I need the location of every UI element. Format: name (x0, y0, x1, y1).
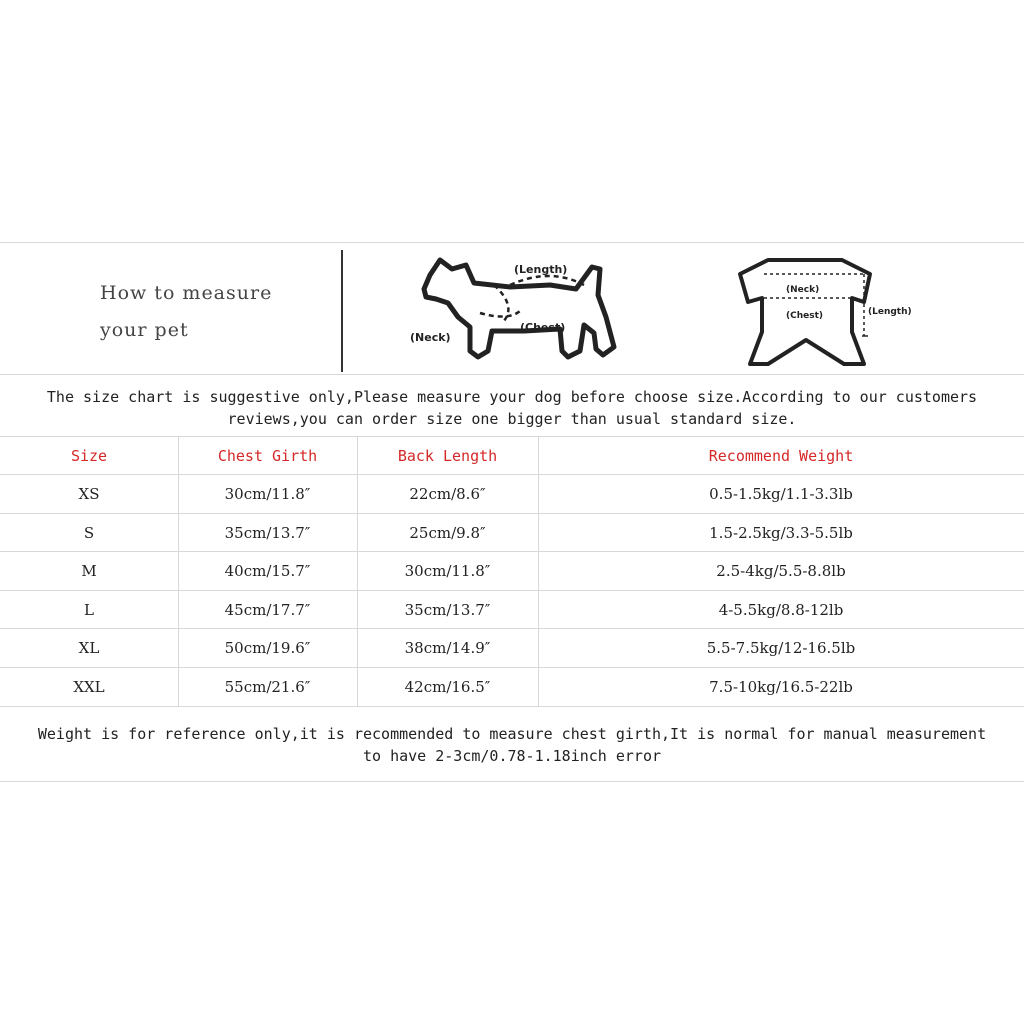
howto-title-line2: your pet (100, 319, 189, 341)
footer-note-line2: to have 2-3cm/0.78-1.18inch error (362, 747, 661, 765)
dog-measure-illustration (400, 255, 630, 370)
cell-size: XS (78, 485, 100, 503)
shirt-neck-label: (Neck) (786, 285, 820, 295)
dog-length-label: (Length) (514, 263, 568, 276)
cell-length: 35cm/13.7″ (404, 601, 491, 619)
header-bottom-border (0, 374, 1024, 375)
header-divider (341, 250, 343, 372)
table-bottom-border (0, 706, 1024, 707)
row-border (0, 667, 1024, 668)
header-recommend-weight: Recommend Weight (708, 447, 854, 465)
footer-note-line1: Weight is for reference only,it is recommended to measure chest girth,It is normal for manual measurement (37, 725, 987, 743)
row-border (0, 474, 1024, 475)
cell-size: S (83, 524, 95, 542)
cell-chest: 55cm/21.6″ (224, 678, 311, 696)
cell-chest: 40cm/15.7″ (224, 562, 311, 580)
shirt-length-label: (Length) (868, 307, 912, 317)
cell-weight: 5.5-7.5kg/12-16.5lb (706, 639, 856, 657)
bottom-border (0, 781, 1024, 782)
cell-length: 42cm/16.5″ (404, 678, 491, 696)
howto-title-line1: How to measure (100, 282, 273, 304)
header-back-length: Back Length (397, 447, 498, 465)
cell-size: XL (78, 639, 100, 657)
intro-note-line1: The size chart is suggestive only,Please measure your dog before choose size.According to our customers (46, 388, 978, 406)
row-border (0, 628, 1024, 629)
shirt-chest-label: (Chest) (786, 311, 824, 321)
dog-chest-label: (Chest) (520, 321, 566, 334)
cell-size: L (84, 601, 94, 619)
intro-note-line2: reviews,you can order size one bigger than usual standard size. (227, 410, 797, 428)
cell-size: XXL (73, 678, 105, 696)
row-border (0, 513, 1024, 514)
dog-neck-label: (Neck) (410, 331, 451, 344)
cell-length: 22cm/8.6″ (409, 485, 486, 503)
cell-weight: 7.5-10kg/16.5-22lb (709, 678, 853, 696)
row-border (0, 551, 1024, 552)
cell-length: 30cm/11.8″ (404, 562, 491, 580)
top-border (0, 242, 1024, 243)
cell-length: 38cm/14.9″ (404, 639, 491, 657)
cell-chest: 50cm/19.6″ (224, 639, 311, 657)
intro-note (0, 386, 1024, 430)
cell-chest: 30cm/11.8″ (224, 485, 311, 503)
footer-note (0, 723, 1024, 767)
table-top-border (0, 436, 1024, 437)
cell-chest: 45cm/17.7″ (224, 601, 311, 619)
row-border (0, 590, 1024, 591)
header-size: Size (70, 447, 108, 465)
cell-weight: 0.5-1.5kg/1.1-3.3lb (709, 485, 853, 503)
header-chest-girth: Chest Girth (217, 447, 318, 465)
cell-weight: 4-5.5kg/8.8-12lb (718, 601, 844, 619)
cell-weight: 2.5-4kg/5.5-8.8lb (716, 562, 846, 580)
cell-weight: 1.5-2.5kg/3.3-5.5lb (709, 524, 853, 542)
cell-length: 25cm/9.8″ (409, 524, 486, 542)
shirt-measure-illustration (730, 252, 930, 372)
cell-chest: 35cm/13.7″ (224, 524, 311, 542)
cell-size: M (81, 562, 97, 580)
